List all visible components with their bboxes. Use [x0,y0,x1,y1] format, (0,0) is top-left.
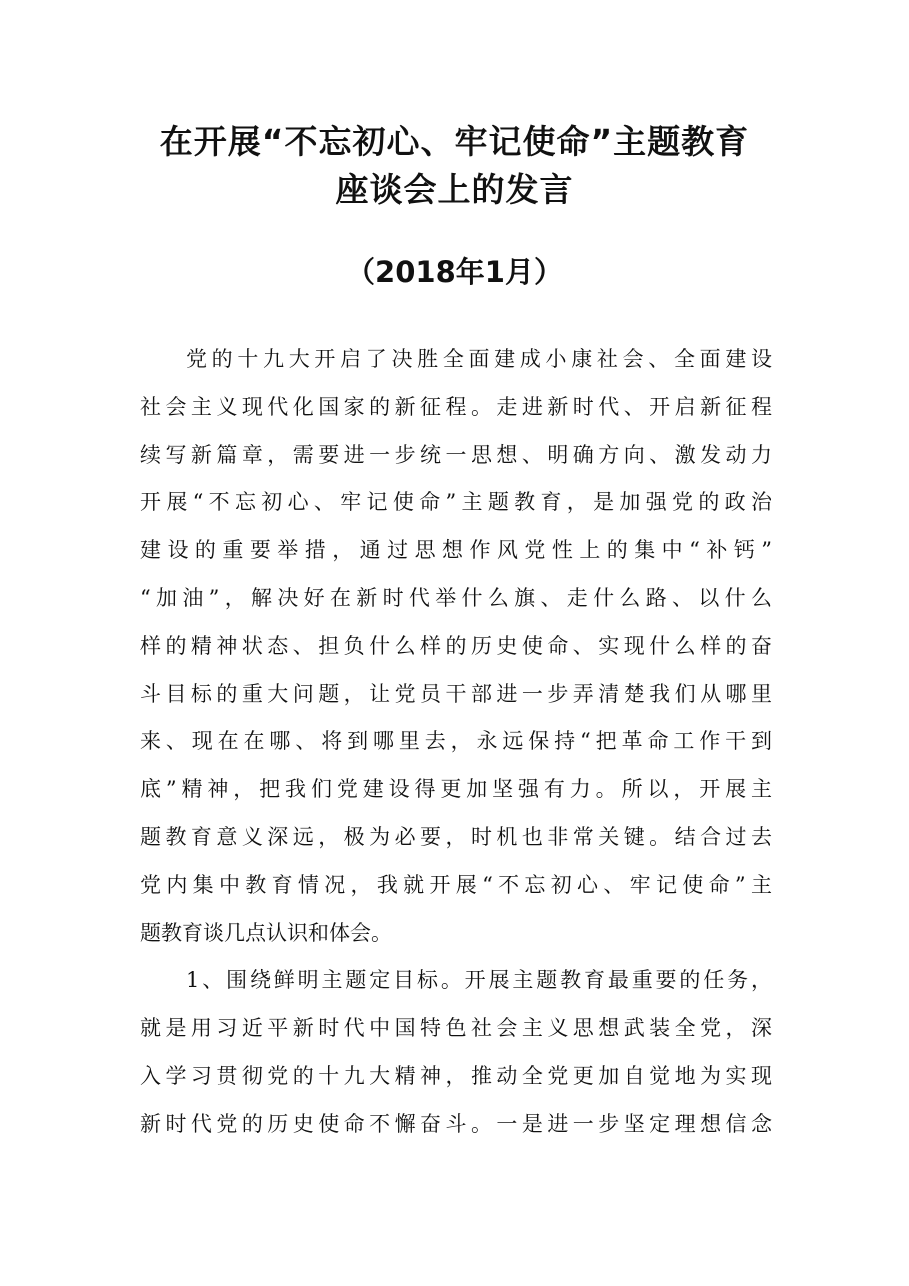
text-line: 建设的重要举措，通过思想作风党性上的集中“补钙” [140,538,772,563]
title-line-1: 在开展“不忘初心、牢记使命”主题教育 [159,122,750,161]
text-line: 社会主义现代化国家的新征程。走进新时代、开启新征程 [140,394,772,419]
text-line: 底”精神，把我们党建设得更加坚强有力。所以，开展主 [140,777,772,802]
paragraph-2 [140,957,772,1148]
text-line: 题教育意义深远，极为必要，时机也非常关键。结合过去 [140,824,772,849]
text-line: 入学习贯彻党的十九大精神，推动全党更加自觉地为实现 [140,1063,772,1088]
text-line: 题教育谈几点认识和体会。 [140,920,392,945]
text-line: 样的精神状态、担负什么样的历史使命、实现什么样的奋 [140,633,772,658]
document-date: （2018年1月） [346,255,563,289]
title-line-2: 座谈会上的发言 [335,170,574,209]
text-line: 就是用习近平新时代中国特色社会主义思想武装全党，深 [140,1016,772,1041]
paragraph-1 [140,336,772,957]
text-line: 党内集中教育情况，我就开展“不忘初心、牢记使命”主 [140,872,772,897]
document-body [140,336,772,1149]
text-line: 党的十九大开启了决胜全面建成小康社会、全面建设 [186,347,772,371]
text-line: 来、现在在哪、将到哪里去，永远保持“把革命工作干到 [140,729,772,754]
text-line: “加油”，解决好在新时代举什么旗、走什么路、以什么 [140,585,772,610]
text-line: 1、围绕鲜明主题定目标。开展主题教育最重要的任务， [186,968,772,993]
text-line: 新时代党的历史使命不懈奋斗。一是进一步坚定理想信念 [140,1111,772,1136]
text-line: 续写新篇章，需要进一步统一思想、明确方向、激发动力 [140,442,772,467]
text-line: 开展“不忘初心、牢记使命”主题教育，是加强党的政治 [140,490,772,515]
document-title [0,118,909,214]
text-line: 斗目标的重大问题，让党员干部进一步弄清楚我们从哪里 [140,681,772,706]
